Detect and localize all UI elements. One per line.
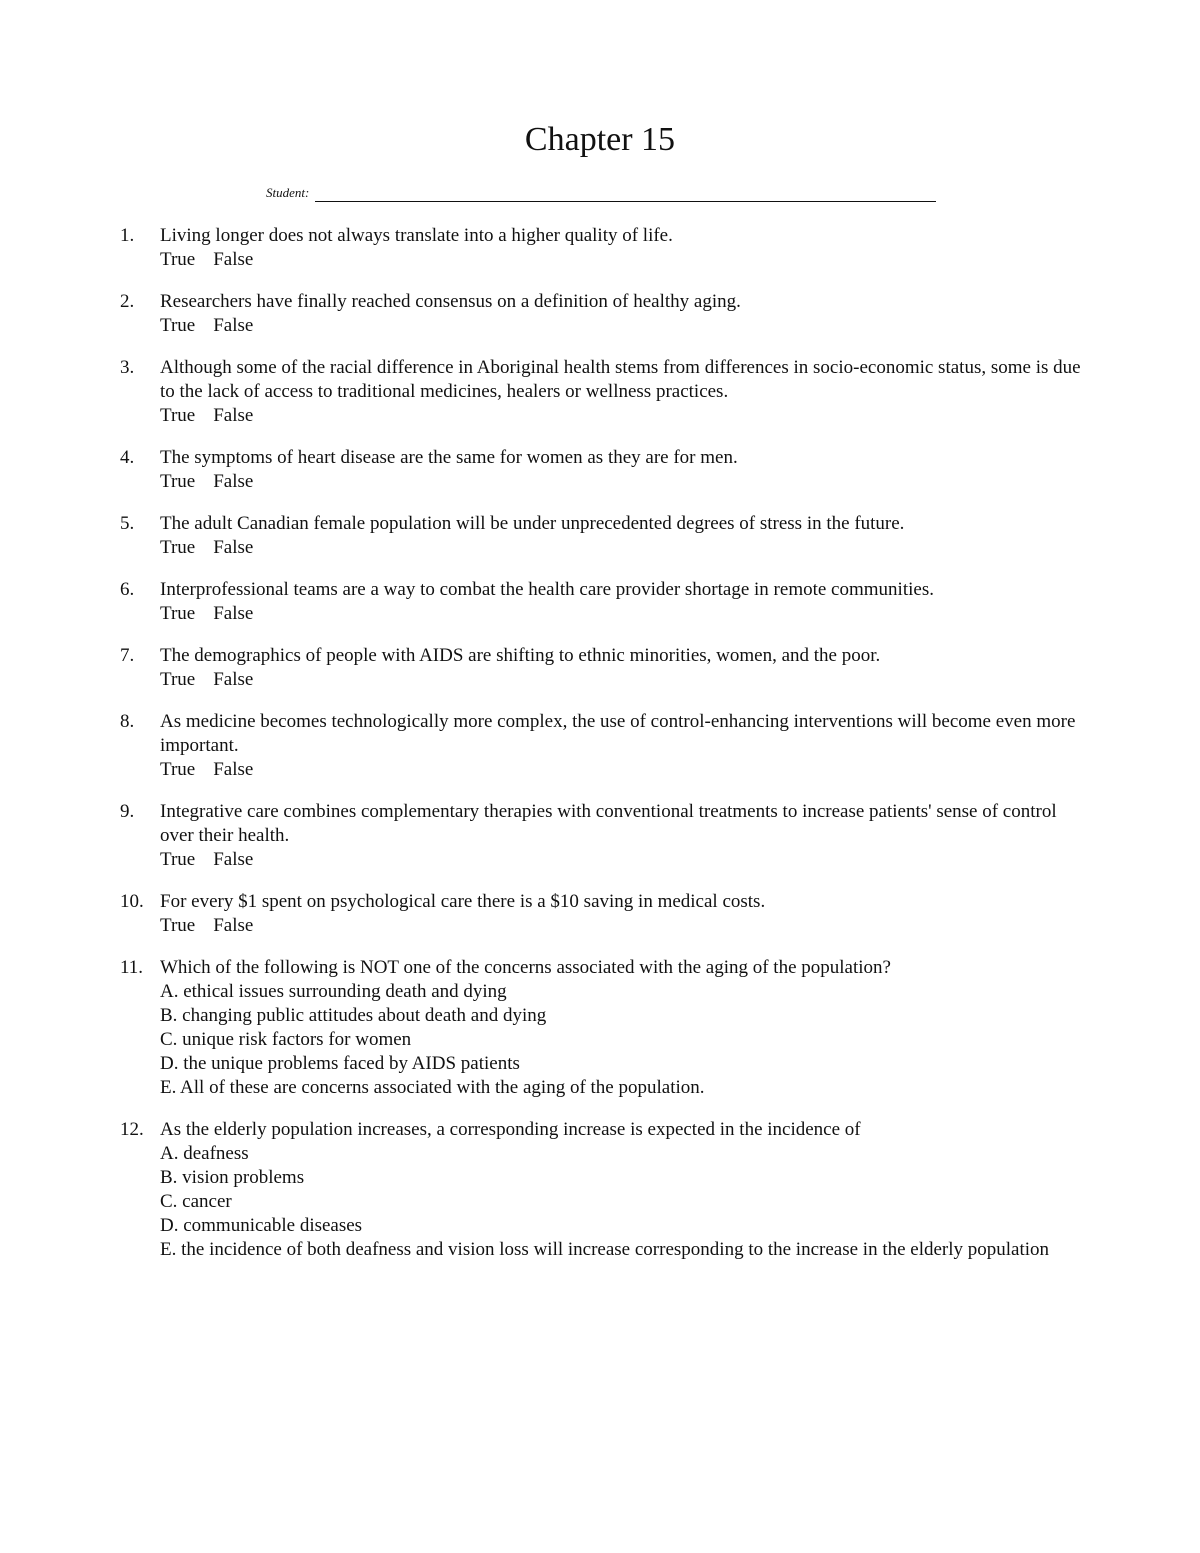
question-body: [160, 956, 1090, 1100]
question-item: [120, 224, 1090, 272]
false-option: False: [213, 471, 254, 492]
true-option: True: [160, 249, 196, 270]
question-number: 3.: [120, 357, 135, 378]
question-text: Although some of the racial difference in Aboriginal health stems from differences in socio-economic status, some is due to the lack of access to traditional medicines, healers or wellness practices.: [160, 357, 1081, 402]
question-item: [120, 644, 1090, 692]
false-option: False: [213, 759, 254, 780]
question-body: [160, 710, 1090, 782]
question-number: 10.: [120, 891, 144, 912]
question-text: Researchers have finally reached consensus on a definition of healthy aging.: [160, 291, 741, 312]
student-name-line: [315, 183, 936, 202]
question-text: As medicine becomes technologically more complex, the use of control-enhancing interventions will become even more important.: [160, 711, 1076, 756]
question-list: [120, 224, 1090, 1280]
question-text: Interprofessional teams are a way to combat the health care provider shortage in remote communities.: [160, 579, 934, 600]
true-false-choices: [160, 404, 1090, 428]
true-false-choices: [160, 470, 1090, 494]
true-false-choices: [160, 248, 1090, 272]
question-number: 9.: [120, 801, 135, 822]
true-option: True: [160, 669, 196, 690]
true-option: True: [160, 537, 196, 558]
answer-option-b: B. vision problems: [160, 1167, 305, 1188]
question-item: [120, 446, 1090, 494]
true-false-choices: [160, 758, 1090, 782]
page-title: Chapter 15: [524, 121, 676, 158]
true-option: True: [160, 315, 196, 336]
student-label: Student:: [266, 185, 310, 200]
true-false-choices: [160, 314, 1090, 338]
question-number: 12.: [120, 1119, 144, 1140]
question-item: [120, 1118, 1090, 1262]
question-text: Living longer does not always translate into a higher quality of life.: [160, 225, 673, 246]
question-body: [160, 290, 1090, 338]
true-option: True: [160, 915, 196, 936]
answer-option-e: E. the incidence of both deafness and vision loss will increase corresponding to the increase in the elderly population: [160, 1239, 1050, 1260]
question-text: Which of the following is NOT one of the concerns associated with the aging of the population?: [160, 957, 891, 978]
question-text: The symptoms of heart disease are the same for women as they are for men.: [160, 447, 738, 468]
question-number: 1.: [120, 225, 135, 246]
answer-option-b: B. changing public attitudes about death and dying: [160, 1005, 547, 1026]
question-body: [160, 446, 1090, 494]
question-item: [120, 578, 1090, 626]
answer-option-c: C. unique risk factors for women: [160, 1029, 412, 1050]
question-body: [160, 512, 1090, 560]
answer-option-c: C. cancer: [160, 1191, 232, 1212]
answer-option-d: D. the unique problems faced by AIDS patients: [160, 1053, 520, 1074]
false-option: False: [213, 537, 254, 558]
question-text: The adult Canadian female population will be under unprecedented degrees of stress in the future.: [160, 513, 905, 534]
question-text: The demographics of people with AIDS are shifting to ethnic minorities, women, and the poor.: [160, 645, 881, 666]
student-name-row: [266, 180, 936, 202]
question-item: [120, 512, 1090, 560]
question-item: [120, 290, 1090, 338]
question-body: [160, 224, 1090, 272]
question-item: [120, 890, 1090, 938]
question-body: [160, 890, 1090, 938]
answer-option-a: A. ethical issues surrounding death and dying: [160, 981, 507, 1002]
true-false-choices: [160, 848, 1090, 872]
question-number: 6.: [120, 579, 135, 600]
question-number: 5.: [120, 513, 135, 534]
question-body: [160, 800, 1090, 872]
false-option: False: [213, 915, 254, 936]
answer-option-a: A. deafness: [160, 1143, 249, 1164]
question-item: [120, 356, 1090, 428]
question-number: 7.: [120, 645, 135, 666]
true-false-choices: [160, 668, 1090, 692]
true-false-choices: [160, 536, 1090, 560]
true-option: True: [160, 849, 196, 870]
question-text: For every $1 spent on psychological care there is a $10 saving in medical costs.: [160, 891, 766, 912]
true-option: True: [160, 603, 196, 624]
false-option: False: [213, 249, 254, 270]
true-false-choices: [160, 914, 1090, 938]
true-option: True: [160, 471, 196, 492]
false-option: False: [213, 405, 254, 426]
false-option: False: [213, 603, 254, 624]
question-number: 2.: [120, 291, 135, 312]
true-false-choices: [160, 602, 1090, 626]
true-option: True: [160, 759, 196, 780]
question-number: 8.: [120, 711, 135, 732]
question-body: [160, 1118, 1090, 1262]
question-text: As the elderly population increases, a corresponding increase is expected in the incidence of: [160, 1119, 861, 1140]
answer-option-e: E. All of these are concerns associated with the aging of the population.: [160, 1077, 705, 1098]
question-number: 11.: [120, 957, 144, 978]
question-item: [120, 800, 1090, 872]
question-body: [160, 578, 1090, 626]
question-number: 4.: [120, 447, 135, 468]
true-option: True: [160, 405, 196, 426]
question-item: [120, 956, 1090, 1100]
false-option: False: [213, 669, 254, 690]
question-text: Integrative care combines complementary therapies with conventional treatments to increase patients' sense of control over their health.: [160, 801, 1057, 846]
false-option: False: [213, 315, 254, 336]
answer-option-d: D. communicable diseases: [160, 1215, 363, 1236]
question-body: [160, 356, 1090, 428]
question-body: [160, 644, 1090, 692]
question-item: [120, 710, 1090, 782]
false-option: False: [213, 849, 254, 870]
